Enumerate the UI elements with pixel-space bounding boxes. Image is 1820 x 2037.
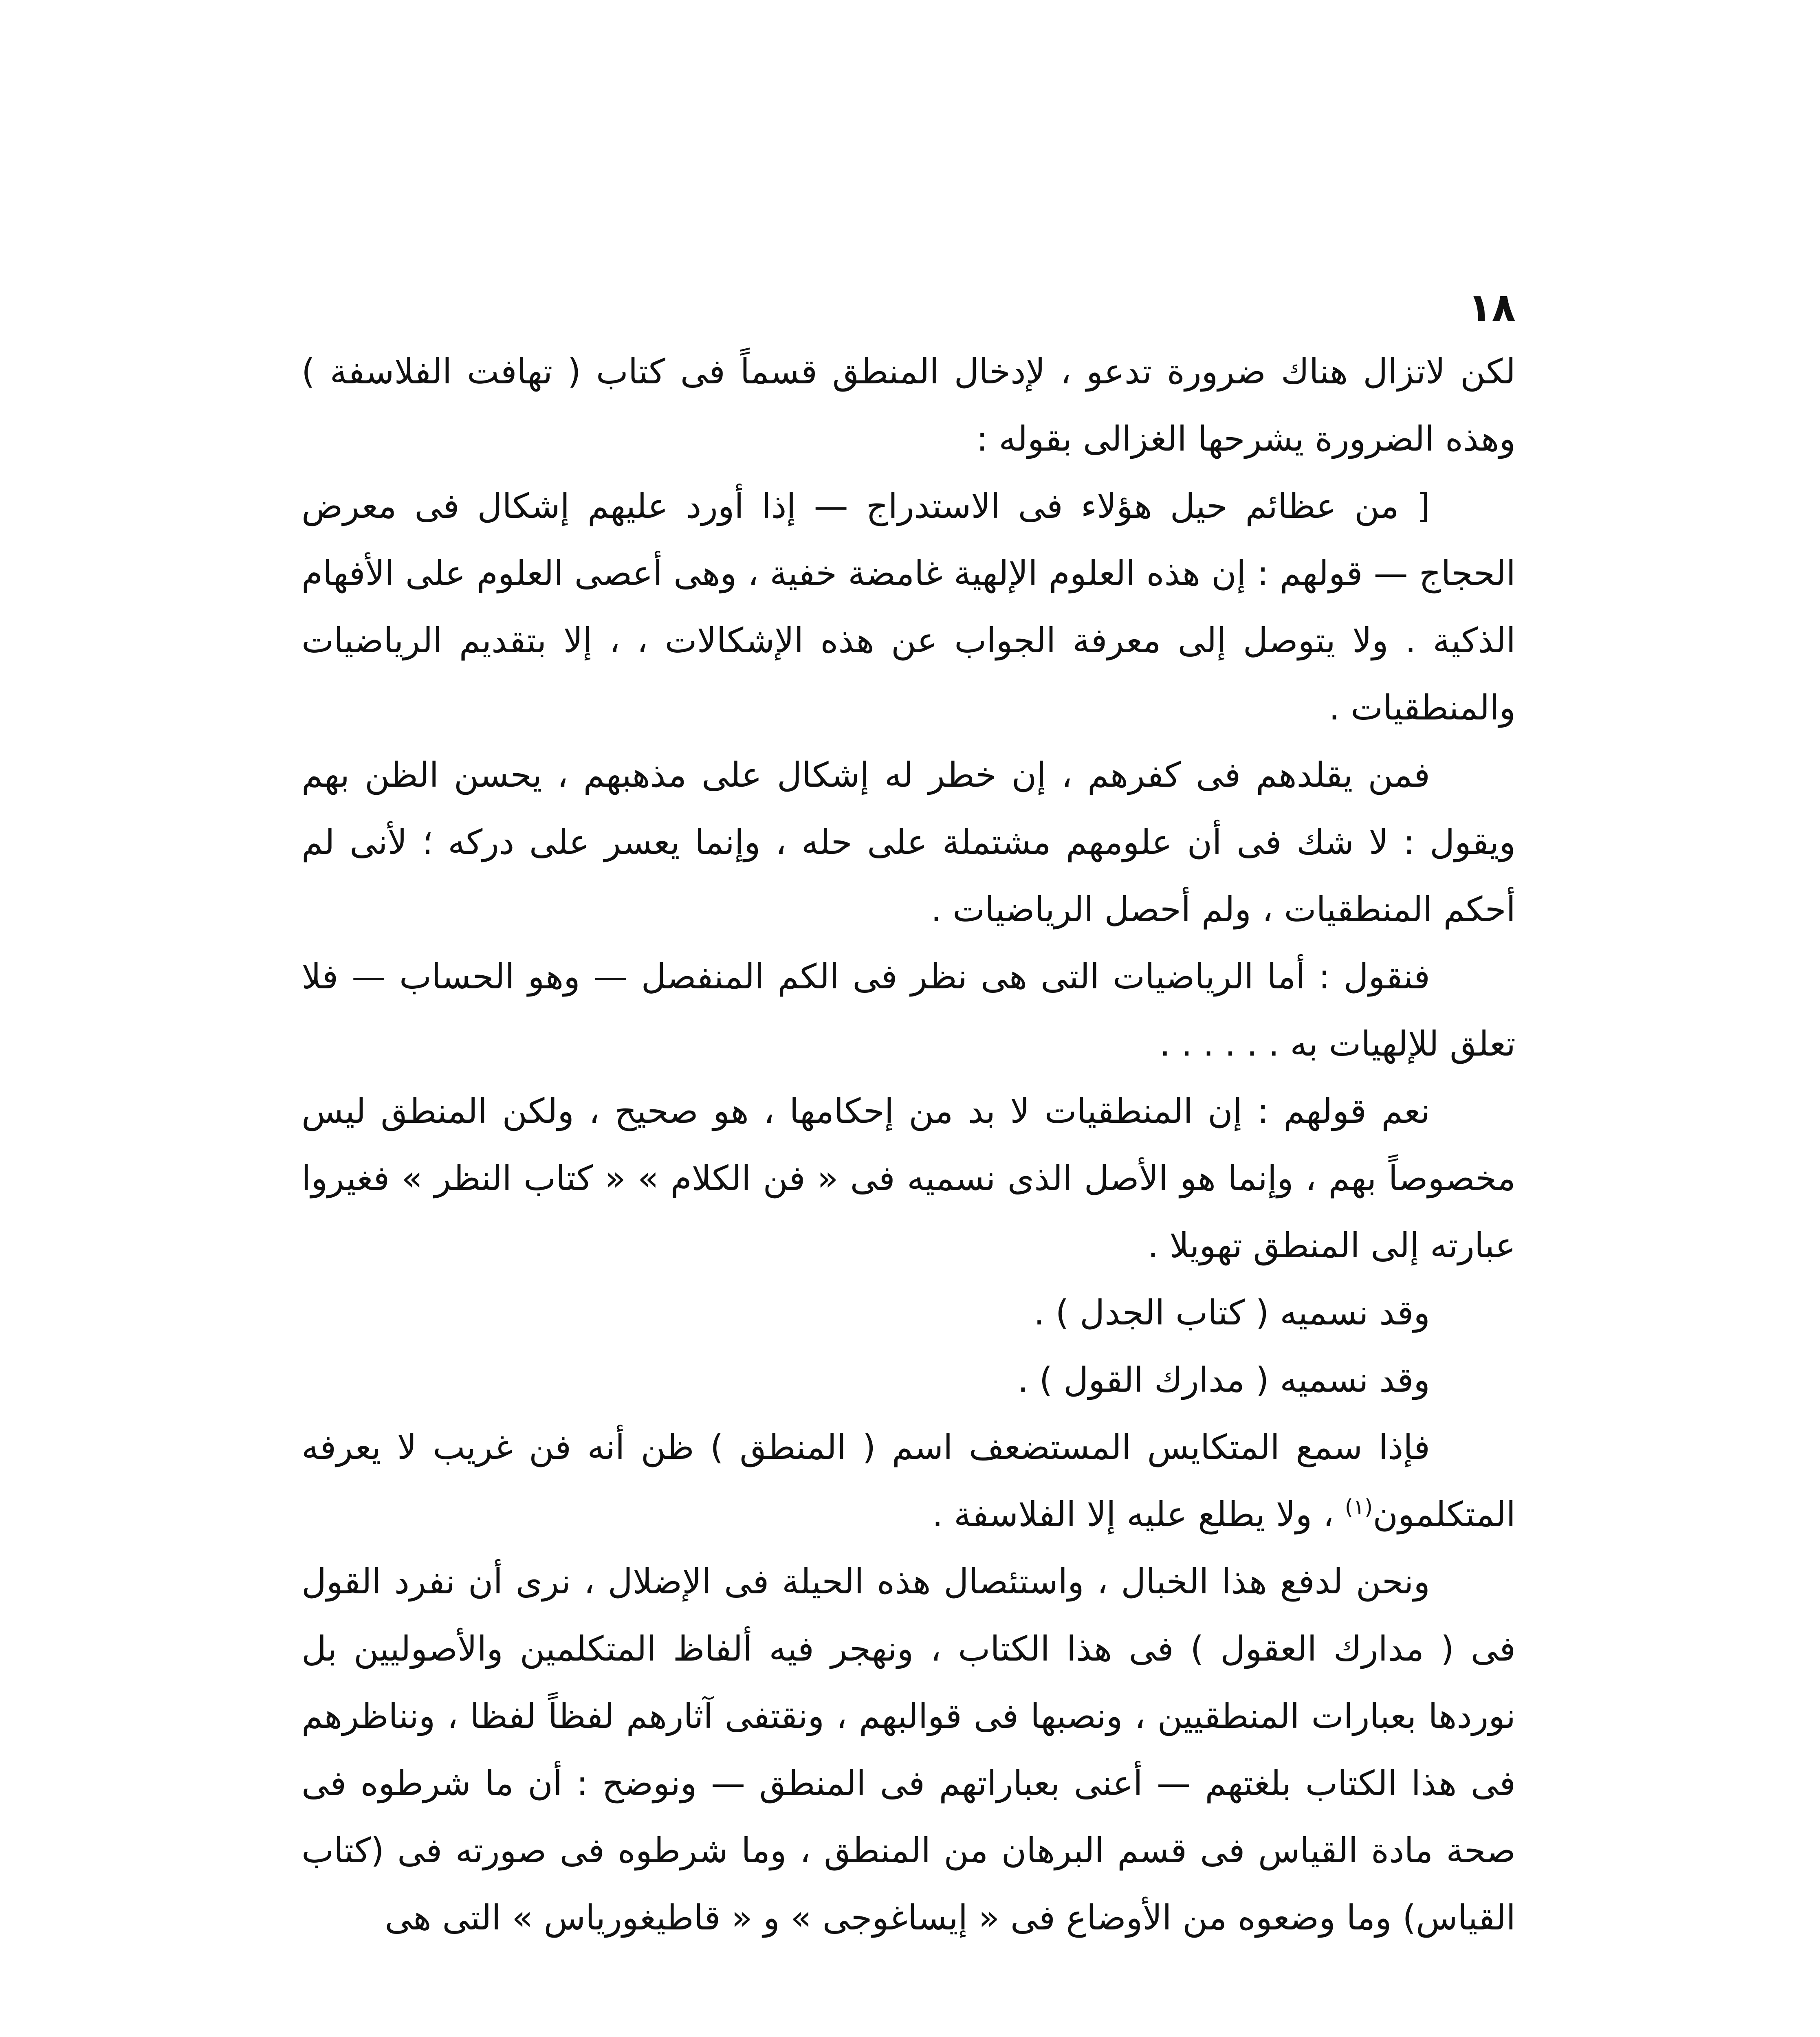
paragraph-8-tail: ، ولا يطلع عليه إلا الفلاسفة . (932, 1494, 1345, 1534)
paragraph-6: وقد نسميه ( كتاب الجدل ) . (1034, 1293, 1430, 1333)
paragraph-8-text: فإذا سمع المتكايس المستضعف اسم ( المنطق ) ظن أنه فن غريب لا يعرفه المتكلمون (301, 1427, 1516, 1534)
paragraph-9: ونحن لدفع هذا الخبال ، واستئصال هذه الحيلة فى الإضلال ، نرى أن نفرد القول فى ( مدارك العقول ) فى هذا الكتاب ، ونهجر فيه ألفاظ المتكلمين والأصوليين بل نوردها بعبارات المنطقيين ، ونصبها فى قوالبهم ، ونقتفى آثارهم لفظاً لفظا ، ونناظرهم فى هذا الكتاب بلغتهم — أعنى بعباراتهم فى المنطق — ونوضح : أن ما شرطوه فى صحة مادة القياس فى قسم البرهان من المنطق ، وما شرطوه فى صورته فى (كتاب القياس) وما وضعوه من الأوضاع فى « إيساغوجى » و « قاطيغورياس » التى هى (301, 1562, 1516, 1938)
paragraph-8 (301, 1414, 1516, 1548)
paragraph-7: وقد نسميه ( مدارك القول ) . (1017, 1360, 1430, 1400)
paragraph-2-quote-start: [ من عظائم حيل هؤلاء فى الاستدراج — إذا أورد عليهم إشكال فى معرض الحجاج — قولهم : إن هذه العلوم الإلهية غامضة خفية ، وهى أعصى العلوم على الأفهام الذكية . ولا يتوصل إلى معرفة الجواب عن هذه الإشكالات ، ، إلا بتقديم الرياضيات والمنطقيات . (301, 486, 1516, 728)
paragraph-5: نعم قولهم : إن المنطقيات لا بد من إحكامها ، هو صحيح ، ولكن المنطق ليس مخصوصاً بهم ، وإنما هو الأصل الذى نسميه فى « فن الكلام » « كتاب النظر » فغيروا عبارته إلى المنطق تهويلا . (301, 1091, 1516, 1265)
paragraph-3: فمن يقلدهم فى كفرهم ، إن خطر له إشكال على مذهبهم ، يحسن الظن بهم ويقول : لا شك فى أن علومهم مشتملة على حله ، وإنما يعسر على دركه ؛ لأنى لم أحكم المنطقيات ، ولم أحصل الرياضيات . (301, 755, 1516, 929)
paragraph-1: لكن لاتزال هناك ضرورة تدعو ، لإدخال المنطق قسماً فى كتاب ( تهافت الفلاسفة ) وهذه الضرورة يشرحها الغزالى بقوله : (301, 352, 1516, 459)
paragraph-4: فنقول : أما الرياضيات التى هى نظر فى الكم المنفصل — وهو الحساب — فلا تعلق للإلهيات به . . . . . . (301, 957, 1516, 1064)
main-text (301, 338, 1516, 1951)
page-number: ١٨ (1468, 285, 1516, 330)
footnote-marker: (١) (1345, 1495, 1373, 1520)
